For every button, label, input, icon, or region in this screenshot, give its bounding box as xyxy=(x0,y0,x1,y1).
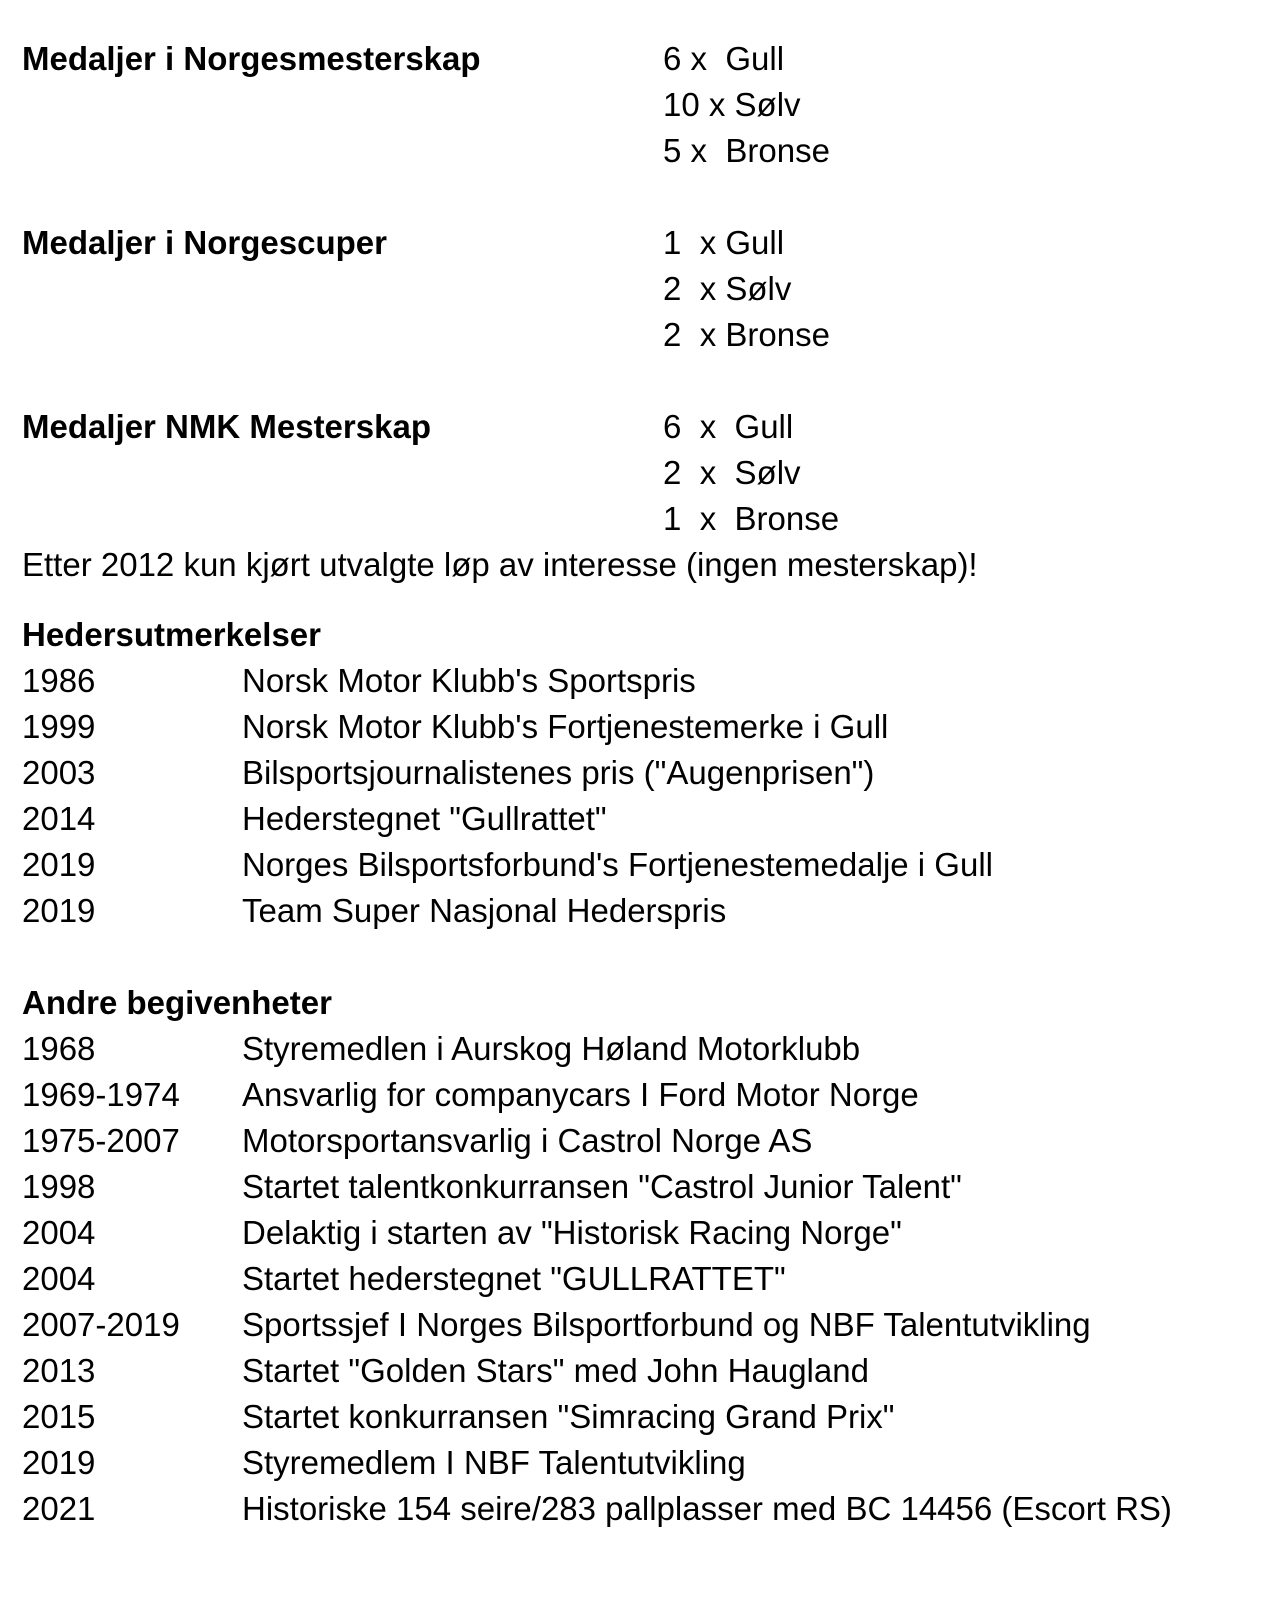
events-section xyxy=(22,980,1262,1532)
item-text: Norsk Motor Klubb's Sportspris xyxy=(242,662,696,699)
item-text: Hederstegnet "Gullrattet" xyxy=(242,800,607,837)
item-text: Styremedlem I NBF Talentutvikling xyxy=(242,1444,746,1481)
item-text: Norsk Motor Klubb's Fortjenestemerke i Gull xyxy=(242,708,889,745)
item-year: 1969-1974 xyxy=(22,1076,180,1113)
item-year: 2019 xyxy=(22,892,96,929)
spacer xyxy=(22,358,1262,404)
medal-count: 1 x Bronse xyxy=(663,500,840,537)
item-text: Team Super Nasjonal Hederspris xyxy=(242,892,727,929)
item-text: Sportssjef I Norges Bilsportforbund og NBF Talentutvikling xyxy=(242,1306,1091,1343)
list-item xyxy=(22,1486,1262,1532)
list-item xyxy=(22,888,1262,934)
medal-section-norgescuper xyxy=(22,220,1262,358)
medal-count: 2 x Sølv xyxy=(663,454,801,491)
list-item xyxy=(22,1256,1262,1302)
list-item xyxy=(22,1118,1262,1164)
item-text: Bilsportsjournalistenes pris ("Augenprisen") xyxy=(242,754,875,791)
list-item xyxy=(22,1164,1262,1210)
list-item xyxy=(22,1394,1262,1440)
item-year: 2004 xyxy=(22,1214,96,1251)
medal-count: 10 x Sølv xyxy=(663,86,801,123)
medal-count: 1 x Gull xyxy=(663,224,785,261)
spacer xyxy=(22,588,1262,612)
item-year: 2015 xyxy=(22,1398,96,1435)
list-item xyxy=(22,842,1262,888)
medal-count: 2 x Sølv xyxy=(663,270,792,307)
list-item xyxy=(22,1072,1262,1118)
list-item xyxy=(22,750,1262,796)
medal-section-norgesmesterskap xyxy=(22,36,1262,174)
item-text: Delaktig i starten av "Historisk Racing Norge" xyxy=(242,1214,902,1251)
item-year: 1975-2007 xyxy=(22,1122,180,1159)
section-heading: Hedersutmerkelser xyxy=(22,616,321,653)
item-text: Startet hederstegnet "GULLRATTET" xyxy=(242,1260,786,1297)
item-text: Ansvarlig for companycars I Ford Motor Norge xyxy=(242,1076,919,1113)
item-year: 2007-2019 xyxy=(22,1306,180,1343)
item-year: 1968 xyxy=(22,1030,96,1067)
list-item xyxy=(22,1210,1262,1256)
spacer xyxy=(22,174,1262,220)
medal-section-title: Medaljer NMK Mesterskap xyxy=(22,408,431,445)
list-item xyxy=(22,704,1262,750)
medal-section-title: Medaljer i Norgescuper xyxy=(22,224,387,261)
item-text: Styremedlen i Aurskog Høland Motorklubb xyxy=(242,1030,861,1067)
item-text: Historiske 154 seire/283 pallplasser med BC 14456 (Escort RS) xyxy=(242,1490,1172,1527)
item-year: 1999 xyxy=(22,708,96,745)
item-text: Startet "Golden Stars" med John Haugland xyxy=(242,1352,869,1389)
medal-count: 6 x Gull xyxy=(663,408,794,445)
item-year: 1998 xyxy=(22,1168,96,1205)
item-year: 2013 xyxy=(22,1352,96,1389)
item-year: 2014 xyxy=(22,800,96,837)
item-year: 2019 xyxy=(22,1444,96,1481)
item-text: Startet konkurransen "Simracing Grand Prix" xyxy=(242,1398,895,1435)
list-item xyxy=(22,1440,1262,1486)
list-item xyxy=(22,1348,1262,1394)
item-year: 2019 xyxy=(22,846,96,883)
list-item xyxy=(22,796,1262,842)
document-page xyxy=(22,36,1262,1532)
medal-section-nmk-mesterskap xyxy=(22,404,1262,542)
list-item xyxy=(22,658,1262,704)
medal-count: 2 x Bronse xyxy=(663,316,830,353)
medal-section-title: Medaljer i Norgesmesterskap xyxy=(22,40,481,77)
item-year: 2021 xyxy=(22,1490,96,1527)
item-text: Motorsportansvarlig i Castrol Norge AS xyxy=(242,1122,813,1159)
item-year: 1986 xyxy=(22,662,96,699)
list-item xyxy=(22,1302,1262,1348)
note-text: Etter 2012 kun kjørt utvalgte løp av interesse (ingen mesterskap)! xyxy=(22,546,978,583)
spacer xyxy=(22,934,1262,980)
item-year: 2004 xyxy=(22,1260,96,1297)
medal-count: 6 x Gull xyxy=(663,40,785,77)
section-heading: Andre begivenheter xyxy=(22,984,332,1021)
medal-count: 5 x Bronse xyxy=(663,132,830,169)
item-text: Startet talentkonkurransen "Castrol Junior Talent" xyxy=(242,1168,962,1205)
list-item xyxy=(22,1026,1262,1072)
item-text: Norges Bilsportsforbund's Fortjenestemedalje i Gull xyxy=(242,846,993,883)
item-year: 2003 xyxy=(22,754,96,791)
honors-section xyxy=(22,612,1262,934)
